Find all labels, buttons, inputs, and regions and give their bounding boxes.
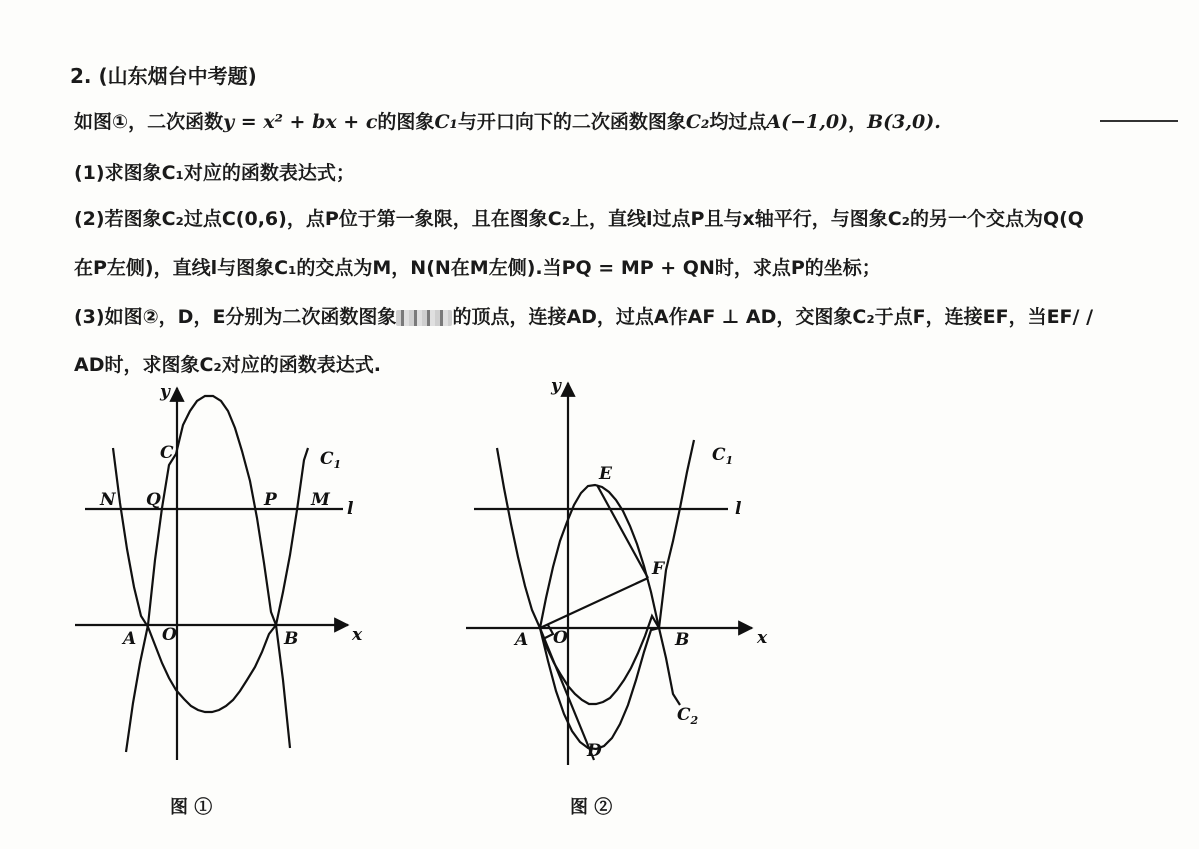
label-d: D — [587, 741, 602, 761]
curve-c1 — [113, 448, 308, 712]
label-o: O — [553, 628, 568, 648]
point-a: A(−1,0) — [766, 111, 849, 133]
label-c: C — [160, 443, 174, 463]
curve-name-c2: C₂ — [685, 111, 710, 133]
figure-2 — [466, 383, 752, 765]
figure-2-labels — [513, 376, 768, 761]
label-a: A — [123, 629, 137, 649]
statement-text: (3)如图②，D，E分别为二次函数图象 — [74, 306, 397, 328]
statement-text: 的顶点，连接AD，过点A作AF ⊥ AD，交图象C₂于点F，连接EF，当EF/ / — [452, 306, 1094, 328]
label-m: M — [311, 490, 330, 510]
segment-ae — [597, 485, 648, 578]
curve-c1 — [497, 440, 694, 704]
label-x: x — [757, 628, 768, 648]
figure-1 — [75, 388, 348, 760]
statement-text: ， — [848, 111, 868, 133]
label-l: l — [347, 499, 354, 519]
statement-text: 如图①，二次函数 — [74, 111, 224, 133]
figure-1-caption: 图 ① — [170, 797, 213, 818]
label-o: O — [162, 625, 177, 645]
curve-name-c1: C₁ — [434, 111, 458, 133]
question-2-line-2: 在P左侧)，直线l与图象C₁的交点为M，N(N在M左侧).当PQ = MP + QN时，求点P的坐标； — [74, 257, 881, 279]
label-f: F — [652, 559, 665, 579]
label-n: N — [100, 490, 116, 510]
question-2-line-1: (2)若图象C₂过点C(0,6)，点P位于第一象限，且在图象C₂上，直线l过点P且与x轴平行，与图象C₂的另一个交点为Q(Q — [74, 208, 1084, 230]
label-b: B — [284, 629, 299, 649]
figure-2-caption: 图 ② — [570, 797, 613, 818]
point-b: B(3,0). — [867, 111, 941, 133]
label-q: Q — [146, 490, 161, 510]
problem-title: 2. (山东烟台中考题) — [70, 64, 257, 88]
label-a: A — [515, 630, 529, 650]
label-c1: $C_1$ — [320, 449, 342, 471]
statement-text: 均过点 — [709, 111, 767, 133]
statement-text: 与开口向下的二次函数图象 — [457, 111, 686, 133]
curve-c2 — [126, 396, 290, 752]
label-y: y — [551, 376, 561, 396]
question-3-line-2: AD时，求图象C₂对应的函数表达式. — [74, 354, 381, 376]
equation: y = x² + bx + c — [223, 111, 378, 133]
statement-text: 的图象 — [377, 111, 435, 133]
label-p: P — [264, 490, 277, 510]
label-y: y — [160, 382, 170, 402]
segment-af — [540, 578, 648, 628]
label-c1: $C_1$ — [712, 445, 734, 467]
label-e: E — [599, 464, 612, 484]
label-c2: $C_2$ — [677, 705, 699, 727]
label-x: x — [352, 625, 363, 645]
question-1: (1)求图象C₁对应的函数表达式； — [74, 162, 355, 184]
label-l: l — [735, 499, 742, 519]
label-b: B — [675, 630, 690, 650]
